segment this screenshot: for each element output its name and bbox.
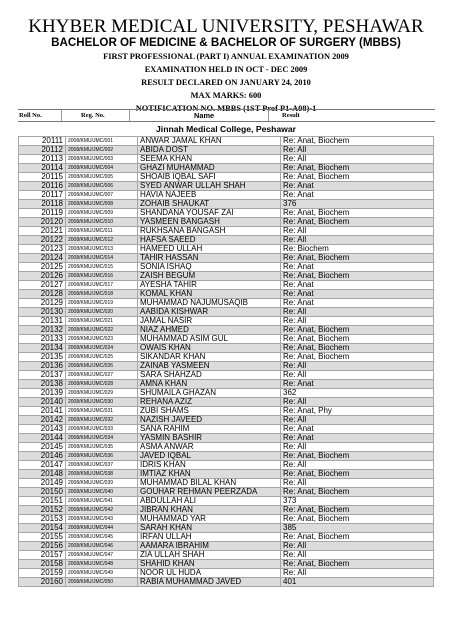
table-row: [19, 299, 434, 308]
result-cell: Re: Anat: [281, 299, 434, 308]
result-cell: Re: Biochem: [281, 245, 434, 254]
result-cell: Re: Anat: [281, 290, 434, 299]
reg-number-cell: 2008/KMU/JMC/030: [66, 398, 138, 407]
exam-held: EXAMINATION HELD IN OCT - DEC 2009: [144, 65, 308, 74]
table-row: [19, 281, 434, 290]
roll-number-cell: 20132: [19, 326, 66, 335]
result-cell: Re: All: [281, 398, 434, 407]
student-name-cell: ABDULLAH ALI: [138, 497, 281, 506]
table-row: [19, 524, 434, 533]
student-name-cell: REHANA AZIZ: [138, 398, 281, 407]
roll-number-cell: 20146: [19, 452, 66, 461]
table-row: [19, 164, 434, 173]
result-cell: Re: Anat, Biochem: [281, 164, 434, 173]
result-cell: Re: All: [281, 308, 434, 317]
roll-number-cell: 20152: [19, 506, 66, 515]
student-name-cell: JIBRAN KHAN: [138, 506, 281, 515]
result-cell: Re: Anat: [281, 191, 434, 200]
results-table: [18, 136, 434, 587]
student-name-cell: IDRIS KHAN: [138, 461, 281, 470]
reg-number-cell: 2008/KMU/JMC/019: [66, 299, 138, 308]
student-name-cell: YASMEEN BANGASH: [138, 218, 281, 227]
student-name-cell: HAFSA SAEED: [138, 236, 281, 245]
student-name-cell: ASMA ANWAR: [138, 443, 281, 452]
result-cell: Re: All: [281, 317, 434, 326]
roll-number-cell: 20148: [19, 470, 66, 479]
result-cell: Re: Anat, Biochem: [281, 173, 434, 182]
reg-number-cell: 2008/KMU/JMC/025: [66, 353, 138, 362]
reg-number-cell: 2008/KMU/JMC/046: [66, 542, 138, 551]
table-row: [19, 506, 434, 515]
result-cell: Re: Anat, Biochem: [281, 560, 434, 569]
table-row: [19, 245, 434, 254]
reg-number-cell: 2008/KMU/JMC/008: [66, 200, 138, 209]
reg-number-cell: 2008/KMU/JMC/041: [66, 497, 138, 506]
exam-title: FIRST PROFESSIONAL (PART I) ANNUAL EXAMINATION 2009: [103, 52, 349, 61]
student-name-cell: SARA SHAHZAD: [138, 371, 281, 380]
table-row: [19, 362, 434, 371]
result-cell: Re: Anat: [281, 380, 434, 389]
roll-number-cell: 20126: [19, 272, 66, 281]
result-cell: Re: Anat, Biochem: [281, 488, 434, 497]
roll-number-cell: 20153: [19, 515, 66, 524]
roll-number-cell: 20115: [19, 173, 66, 182]
roll-number-cell: 20140: [19, 398, 66, 407]
student-name-cell: ZUBI SHAMS: [138, 407, 281, 416]
roll-number-cell: 20119: [19, 209, 66, 218]
student-name-cell: RABIA MUHAMMAD JAVED: [138, 578, 281, 587]
result-cell: Re: Anat, Biochem: [281, 137, 434, 146]
roll-number-cell: 20156: [19, 542, 66, 551]
student-name-cell: JAMAL NASIR: [138, 317, 281, 326]
student-name-cell: SANA RAHIM: [138, 425, 281, 434]
roll-number-cell: 20135: [19, 353, 66, 362]
reg-number-cell: 2008/KMU/JMC/045: [66, 533, 138, 542]
reg-number-cell: 2008/KMU/JMC/035: [66, 443, 138, 452]
roll-number-cell: 20145: [19, 443, 66, 452]
reg-number-cell: 2008/KMU/JMC/010: [66, 218, 138, 227]
student-name-cell: GHAZI MUHAMMAD: [138, 164, 281, 173]
reg-number-cell: 2008/KMU/JMC/031: [66, 407, 138, 416]
result-cell: 376: [281, 200, 434, 209]
table-row: [19, 425, 434, 434]
table-row: [19, 326, 434, 335]
student-name-cell: SHAHID KHAN: [138, 560, 281, 569]
result-cell: 385: [281, 524, 434, 533]
table-row: [19, 443, 434, 452]
reg-number-cell: 2008/KMU/JMC/017: [66, 281, 138, 290]
result-cell: Re: All: [281, 146, 434, 155]
student-name-cell: ANWAR JAMAL KHAN: [138, 137, 281, 146]
roll-number-cell: 20128: [19, 290, 66, 299]
result-cell: Re: Anat: [281, 425, 434, 434]
reg-number-cell: 2008/KMU/JMC/020: [66, 308, 138, 317]
result-cell: Re: Anat, Biochem: [281, 452, 434, 461]
reg-number-cell: 2008/KMU/JMC/043: [66, 515, 138, 524]
reg-number-cell: 2008/KMU/JMC/009: [66, 209, 138, 218]
table-row: [19, 146, 434, 155]
table-row: [19, 263, 434, 272]
roll-number-cell: 20121: [19, 227, 66, 236]
result-cell: Re: All: [281, 362, 434, 371]
reg-number-cell: 2008/KMU/JMC/049: [66, 569, 138, 578]
reg-number-cell: 2008/KMU/JMC/021: [66, 317, 138, 326]
student-name-cell: IMTIAZ KHAN: [138, 470, 281, 479]
result-cell: Re: Anat, Phy: [281, 407, 434, 416]
student-name-cell: HAVIA NAJEEB: [138, 191, 281, 200]
roll-number-cell: 20137: [19, 371, 66, 380]
student-name-cell: SARAH KHAN: [138, 524, 281, 533]
roll-number-cell: 20136: [19, 362, 66, 371]
roll-number-cell: 20112: [19, 146, 66, 155]
roll-number-cell: 20120: [19, 218, 66, 227]
table-row: [19, 236, 434, 245]
table-row: [19, 353, 434, 362]
table-row: [19, 173, 434, 182]
table-row: [19, 452, 434, 461]
roll-number-cell: 20111: [19, 137, 66, 146]
reg-number-cell: 2008/KMU/JMC/039: [66, 479, 138, 488]
result-cell: Re: All: [281, 443, 434, 452]
table-row: [19, 182, 434, 191]
reg-number-cell: 2008/KMU/JMC/044: [66, 524, 138, 533]
student-name-cell: SEEMA KHAN: [138, 155, 281, 164]
table-row: [19, 551, 434, 560]
reg-number-cell: 2008/KMU/JMC/027: [66, 371, 138, 380]
reg-number-cell: 2008/KMU/JMC/047: [66, 551, 138, 560]
roll-number-cell: 20129: [19, 299, 66, 308]
roll-number-cell: 20124: [19, 254, 66, 263]
roll-number-cell: 20147: [19, 461, 66, 470]
reg-number-cell: 2008/KMU/JMC/024: [66, 344, 138, 353]
student-name-cell: RUKHSANA BANGASH: [138, 227, 281, 236]
max-marks: MAX MARKS: 600: [190, 91, 262, 100]
result-cell: Re: All: [281, 569, 434, 578]
reg-number-cell: 2008/KMU/JMC/050: [66, 578, 138, 587]
reg-number-cell: 2008/KMU/JMC/036: [66, 452, 138, 461]
roll-number-cell: 20122: [19, 236, 66, 245]
reg-number-cell: 2008/KMU/JMC/001: [66, 137, 138, 146]
result-cell: Re: Anat: [281, 281, 434, 290]
result-cell: Re: All: [281, 227, 434, 236]
table-row: [19, 380, 434, 389]
student-name-cell: OWAIS KHAN: [138, 344, 281, 353]
student-name-cell: SIKANDAR KHAN: [138, 353, 281, 362]
table-row: [19, 227, 434, 236]
reg-number-cell: 2008/KMU/JMC/004: [66, 164, 138, 173]
reg-number-cell: 2008/KMU/JMC/034: [66, 434, 138, 443]
reg-number-cell: 2008/KMU/JMC/048: [66, 560, 138, 569]
reg-number-cell: 2008/KMU/JMC/013: [66, 245, 138, 254]
student-name-cell: TAHIR HASSAN: [138, 254, 281, 263]
roll-number-cell: 20150: [19, 488, 66, 497]
student-name-cell: MUHAMMAD NAJUMUSAQIB: [138, 299, 281, 308]
roll-number-cell: 20117: [19, 191, 66, 200]
reg-number-cell: 2008/KMU/JMC/012: [66, 236, 138, 245]
student-name-cell: AYESHA TAHIR: [138, 281, 281, 290]
student-name-cell: ZOHAIB SHAUKAT: [138, 200, 281, 209]
result-cell: Re: All: [281, 551, 434, 560]
table-row: [19, 218, 434, 227]
reg-number-cell: 2008/KMU/JMC/011: [66, 227, 138, 236]
result-cell: Re: All: [281, 155, 434, 164]
reg-number-cell: 2008/KMU/JMC/038: [66, 470, 138, 479]
student-name-cell: ZAISH BEGUM: [138, 272, 281, 281]
table-row: [19, 470, 434, 479]
student-name-cell: ZIA ULLAH SHAH: [138, 551, 281, 560]
reg-number-cell: 2008/KMU/JMC/007: [66, 191, 138, 200]
table-row: [19, 560, 434, 569]
result-cell: 401: [281, 578, 434, 587]
result-cell: Re: All: [281, 416, 434, 425]
result-cell: Re: All: [281, 461, 434, 470]
reg-number-cell: 2008/KMU/JMC/018: [66, 290, 138, 299]
student-name-cell: SHOAIB IQBAL SAFI: [138, 173, 281, 182]
result-cell: Re: All: [281, 542, 434, 551]
table-row: [19, 371, 434, 380]
reg-number-cell: 2008/KMU/JMC/005: [66, 173, 138, 182]
table-row: [19, 533, 434, 542]
student-name-cell: NAZISH JAVEED: [138, 416, 281, 425]
table-row: [19, 200, 434, 209]
result-cell: Re: All: [281, 479, 434, 488]
col-name-header: Name: [194, 111, 215, 120]
student-name-cell: MUHAMMAD ASIM GUL: [138, 335, 281, 344]
student-name-cell: AAMARA IBRAHIM: [138, 542, 281, 551]
result-cell: Re: Anat, Biochem: [281, 218, 434, 227]
result-cell: Re: Anat: [281, 182, 434, 191]
table-row: [19, 497, 434, 506]
result-cell: Re: Anat, Biochem: [281, 326, 434, 335]
table-row: [19, 578, 434, 587]
reg-number-cell: 2008/KMU/JMC/032: [66, 416, 138, 425]
degree-title: BACHELOR OF MEDICINE & BACHELOR OF SURGERY (MBBS): [51, 36, 401, 49]
roll-number-cell: 20157: [19, 551, 66, 560]
col-reg-header: Reg. No.: [81, 112, 105, 119]
student-name-cell: MUHAMMAD BILAL KHAN: [138, 479, 281, 488]
reg-number-cell: 2008/KMU/JMC/022: [66, 326, 138, 335]
roll-number-cell: 20139: [19, 389, 66, 398]
college-name: Jinnah Medical College, Peshawar: [156, 124, 296, 134]
roll-number-cell: 20154: [19, 524, 66, 533]
student-name-cell: NOOR UL HUDA: [138, 569, 281, 578]
roll-number-cell: 20159: [19, 569, 66, 578]
table-row: [19, 254, 434, 263]
reg-number-cell: 2008/KMU/JMC/037: [66, 461, 138, 470]
reg-number-cell: 2008/KMU/JMC/006: [66, 182, 138, 191]
student-name-cell: KOMAL KHAN: [138, 290, 281, 299]
reg-number-cell: 2008/KMU/JMC/028: [66, 380, 138, 389]
student-name-cell: MUHAMMAD YAR: [138, 515, 281, 524]
table-row: [19, 272, 434, 281]
table-row: [19, 191, 434, 200]
roll-number-cell: 20125: [19, 263, 66, 272]
student-name-cell: IRFAN ULLAH: [138, 533, 281, 542]
student-name-cell: SHANDANA YOUSAF ZAI: [138, 209, 281, 218]
roll-number-cell: 20118: [19, 200, 66, 209]
result-cell: Re: All: [281, 371, 434, 380]
table-row: [19, 290, 434, 299]
notification-number: NOTIFICATION NO. MBBS (1ST Prof P1-A08)-1: [135, 104, 317, 113]
student-name-cell: SYED ANWAR ULLAH SHAH: [138, 182, 281, 191]
result-cell: Re: Anat, Biochem: [281, 272, 434, 281]
table-row: [19, 407, 434, 416]
student-name-cell: AABIDA KISHWAR: [138, 308, 281, 317]
result-cell: 362: [281, 389, 434, 398]
result-cell: Re: Anat, Biochem: [281, 515, 434, 524]
result-cell: Re: Anat: [281, 263, 434, 272]
result-cell: Re: Anat, Biochem: [281, 335, 434, 344]
result-cell: Re: Anat, Biochem: [281, 470, 434, 479]
roll-number-cell: 20114: [19, 164, 66, 173]
reg-number-cell: 2008/KMU/JMC/015: [66, 263, 138, 272]
roll-number-cell: 20143: [19, 425, 66, 434]
result-cell: Re: Anat, Biochem: [281, 209, 434, 218]
reg-number-cell: 2008/KMU/JMC/040: [66, 488, 138, 497]
reg-number-cell: 2008/KMU/JMC/014: [66, 254, 138, 263]
student-name-cell: ABIDA DOST: [138, 146, 281, 155]
student-name-cell: YASMIN BASHIR: [138, 434, 281, 443]
table-row: [19, 308, 434, 317]
table-row: [19, 434, 434, 443]
table-row: [19, 461, 434, 470]
table-row: [19, 488, 434, 497]
roll-number-cell: 20113: [19, 155, 66, 164]
roll-number-cell: 20160: [19, 578, 66, 587]
reg-number-cell: 2008/KMU/JMC/029: [66, 389, 138, 398]
table-row: [19, 317, 434, 326]
table-row: [19, 542, 434, 551]
result-cell: Re: Anat, Biochem: [281, 344, 434, 353]
result-cell: Re: Anat, Biochem: [281, 254, 434, 263]
student-name-cell: SONIA ISHAQ: [138, 263, 281, 272]
roll-number-cell: 20151: [19, 497, 66, 506]
table-row: [19, 389, 434, 398]
roll-number-cell: 20123: [19, 245, 66, 254]
col-result-header: Result: [282, 112, 300, 119]
roll-number-cell: 20127: [19, 281, 66, 290]
result-cell: 373: [281, 497, 434, 506]
reg-number-cell: 2008/KMU/JMC/042: [66, 506, 138, 515]
table-row: [19, 515, 434, 524]
reg-number-cell: 2008/KMU/JMC/033: [66, 425, 138, 434]
result-cell: Re: Anat, Biochem: [281, 533, 434, 542]
roll-number-cell: 20149: [19, 479, 66, 488]
result-cell: Re: Anat: [281, 434, 434, 443]
table-row: [19, 479, 434, 488]
roll-number-cell: 20158: [19, 560, 66, 569]
roll-number-cell: 20116: [19, 182, 66, 191]
table-row: [19, 344, 434, 353]
table-row: [19, 137, 434, 146]
table-row: [19, 209, 434, 218]
reg-number-cell: 2008/KMU/JMC/002: [66, 146, 138, 155]
table-row: [19, 398, 434, 407]
student-name-cell: SHUMAILA GHAZAN: [138, 389, 281, 398]
student-name-cell: GOUHAR REHMAN PEERZADA: [138, 488, 281, 497]
header-bottom-rule: [18, 121, 435, 122]
student-name-cell: HAMEED ULLAH: [138, 245, 281, 254]
university-title: KHYBER MEDICAL UNIVERSITY, PESHAWAR: [28, 16, 424, 37]
table-row: [19, 569, 434, 578]
roll-number-cell: 20142: [19, 416, 66, 425]
result-cell: Re: Anat, Biochem: [281, 353, 434, 362]
result-declared: RESULT DECLARED ON JANUARY 24, 2010: [141, 78, 311, 87]
student-name-cell: JAVED IQBAL: [138, 452, 281, 461]
result-cell: Re: All: [281, 236, 434, 245]
roll-number-cell: 20131: [19, 317, 66, 326]
roll-number-cell: 20130: [19, 308, 66, 317]
table-row: [19, 335, 434, 344]
roll-number-cell: 20155: [19, 533, 66, 542]
roll-number-cell: 20138: [19, 380, 66, 389]
student-name-cell: ZAINAB YASMEEN: [138, 362, 281, 371]
table-row: [19, 155, 434, 164]
col-roll-header: Roll No.: [19, 112, 42, 119]
table-row: [19, 416, 434, 425]
reg-number-cell: 2008/KMU/JMC/023: [66, 335, 138, 344]
roll-number-cell: 20134: [19, 344, 66, 353]
roll-number-cell: 20144: [19, 434, 66, 443]
result-cell: Re: Anat, Biochem: [281, 506, 434, 515]
reg-number-cell: 2008/KMU/JMC/003: [66, 155, 138, 164]
roll-number-cell: 20133: [19, 335, 66, 344]
student-name-cell: NIAZ AHMED: [138, 326, 281, 335]
reg-number-cell: 2008/KMU/JMC/016: [66, 272, 138, 281]
student-name-cell: AMNA KHAN: [138, 380, 281, 389]
reg-number-cell: 2008/KMU/JMC/026: [66, 362, 138, 371]
roll-number-cell: 20141: [19, 407, 66, 416]
